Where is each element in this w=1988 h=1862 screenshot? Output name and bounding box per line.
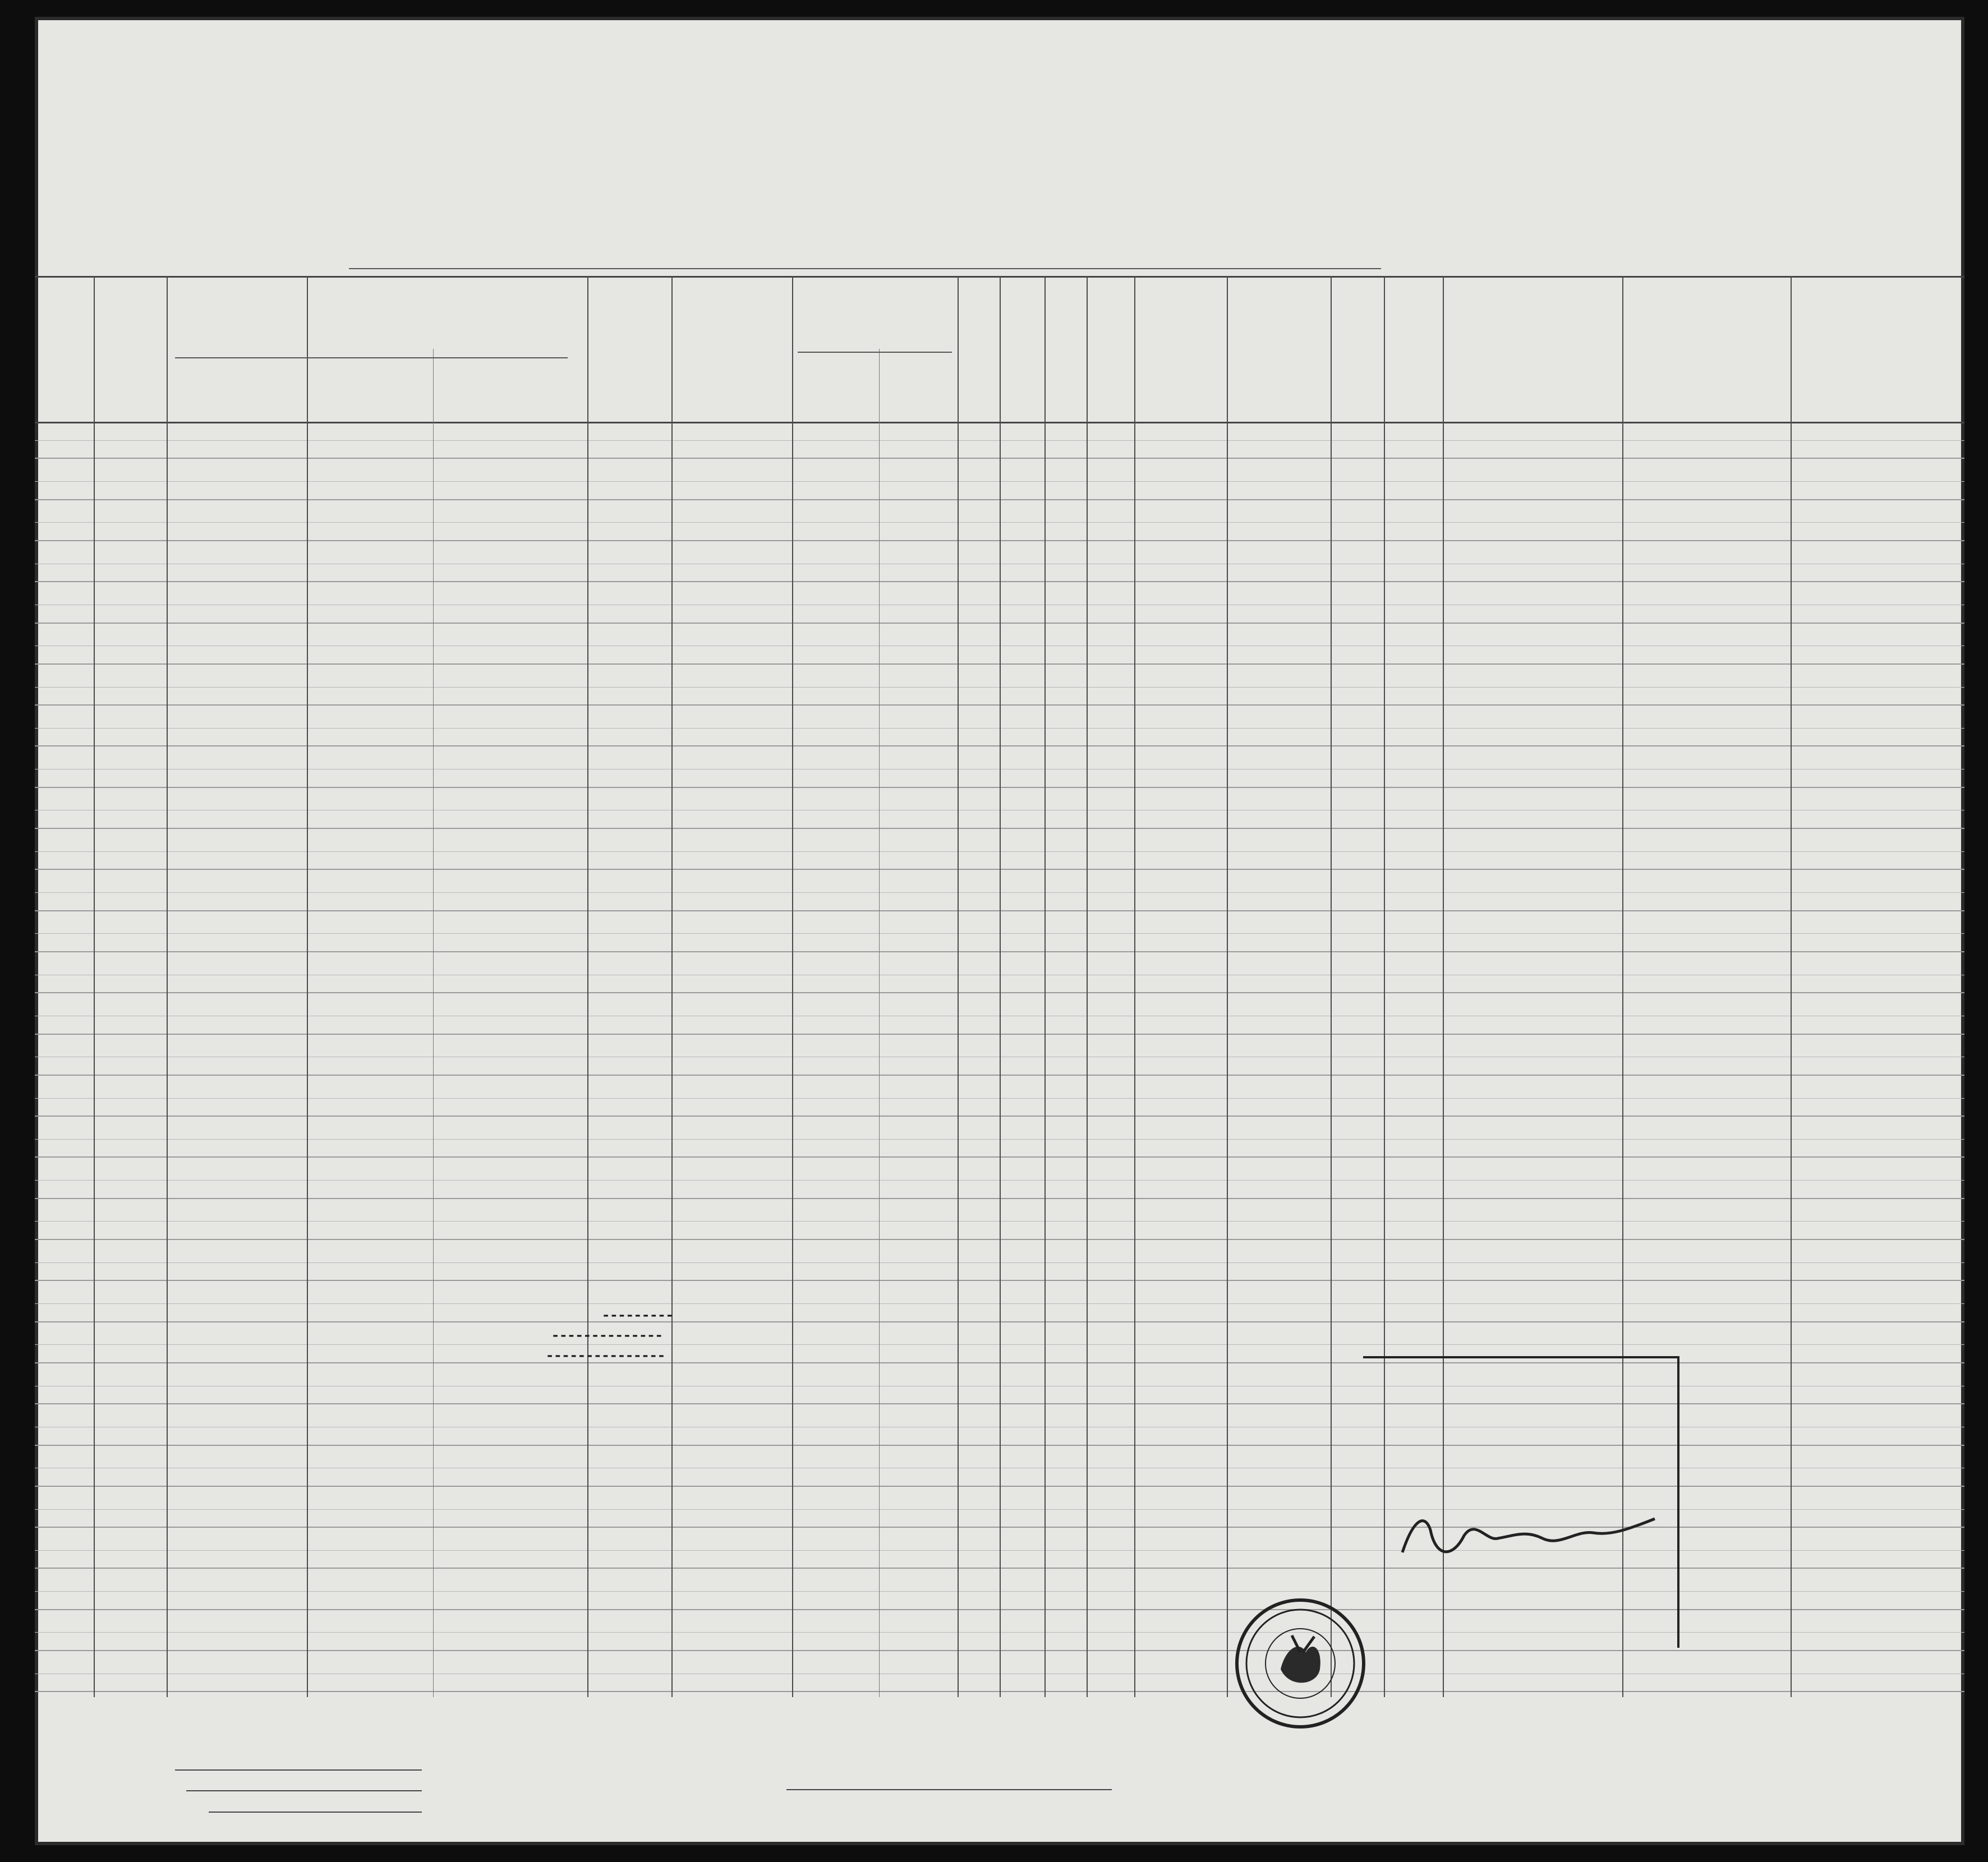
column-rule [1134, 276, 1135, 1697]
recap-citizens-dashes: --------- [601, 1308, 673, 1325]
column-rule [1331, 276, 1332, 1697]
recap-aliens-dashes: -------------- [551, 1328, 662, 1345]
column-rule [167, 276, 168, 1697]
seal-emblem [1239, 1602, 1362, 1725]
stamp-top-rule [1363, 1356, 1677, 1358]
subheader-rule [798, 352, 952, 353]
consulate-stamp [1346, 1356, 1700, 1670]
column-rule [792, 276, 793, 1697]
footer-line-rule [175, 1769, 422, 1771]
footer-owners-rule [186, 1790, 422, 1791]
vessel-underline [349, 268, 1381, 269]
subheader-rule [175, 357, 568, 358]
column-rule [587, 276, 588, 1697]
column-rule [1000, 276, 1001, 1697]
column-rule [1227, 276, 1228, 1697]
footer-inspector-rule [786, 1789, 1112, 1790]
vice-consul-signature [1391, 1508, 1672, 1569]
recap-total-dashes: --------------- [545, 1348, 665, 1365]
column-rule [94, 276, 95, 1697]
consulate-seal [1235, 1598, 1365, 1729]
manifest-sheet [35, 17, 1964, 1845]
column-rule [1087, 276, 1088, 1697]
column-rule [307, 276, 308, 1697]
column-rule [958, 276, 959, 1697]
column-rule [671, 276, 673, 1697]
column-rule [1791, 276, 1792, 1697]
subcolumn-rule [433, 349, 434, 1697]
column-rule [1044, 276, 1046, 1697]
subcolumn-rule [879, 349, 880, 1697]
footer-agents-rule [209, 1812, 422, 1813]
stamp-right-rule [1677, 1356, 1679, 1648]
